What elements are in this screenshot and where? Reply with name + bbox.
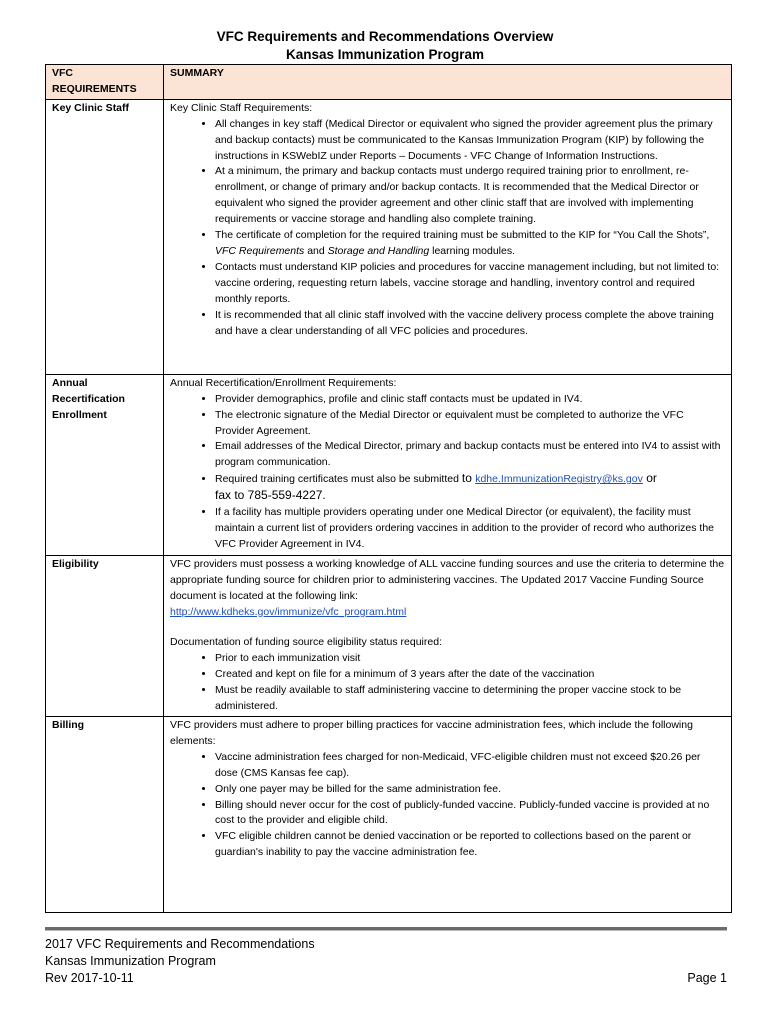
title-line-1: VFC Requirements and Recommendations Overview [216, 29, 554, 44]
title-line-2: Kansas Immunization Program [285, 47, 485, 62]
annual-bullets [170, 392, 725, 553]
page-footer [45, 936, 727, 987]
list-item: • Billing should never occur for the cost of publicly-funded vaccine. Publicly-funded vaccine is provided at no cost to the provider and eligible child. [215, 798, 725, 830]
training-module-storage: Storage and Handling [327, 244, 430, 257]
label-enrollment: Enrollment [52, 408, 107, 421]
table-row-billing [46, 716, 732, 912]
cert-text-to: to [461, 471, 476, 486]
row-summary-key-clinic-staff [164, 99, 732, 374]
eligibility-bullets [170, 651, 725, 715]
footer-doc-title: 2017 VFC Requirements and Recommendations [45, 937, 315, 951]
row-summary-eligibility [164, 555, 732, 716]
header-summary: SUMMARY [164, 65, 732, 100]
table-row-eligibility [46, 555, 732, 716]
key-staff-bullets [170, 117, 725, 340]
spacer [170, 620, 725, 635]
label-recertification: Recertification [52, 392, 125, 405]
list-item: • Must be readily available to staff administering vaccine to determining the proper vaccine stock to be administered. [215, 683, 725, 715]
row-label-eligibility: Eligibility [46, 555, 164, 716]
billing-bullets [170, 750, 725, 861]
footer-divider [45, 927, 727, 931]
list-item: • Only one payer may be billed for the same administration fee. [215, 782, 725, 798]
row-summary-annual-recertification [164, 374, 732, 555]
list-item: • At a minimum, the primary and backup contacts must undergo required training prior to enrollment, re-enrollment, or change of primary and/or backup contacts. It is recommended that the Medical Director or equivalent who signed the provider agreement and other clinic staff that are involved with implementing requirements or vaccine storage and handling also complete training. [215, 164, 725, 228]
cert-text-or: or [642, 471, 657, 486]
document-title [0, 28, 770, 64]
list-item: • It is recommended that all clinic staff involved with the vaccine delivery process complete the above training and have a clear understanding of all VFC policies and procedures. [215, 308, 725, 340]
cert-fax: fax to 785-559-4227. [215, 488, 326, 503]
table-row-key-clinic-staff [46, 99, 732, 374]
vfc-program-link[interactable]: http://www.kdheks.gov/immunize/vfc_program.html [170, 605, 407, 618]
training-text-mid: and [304, 244, 328, 257]
list-item [215, 471, 725, 505]
row-summary-billing [164, 716, 732, 912]
row-label-billing: Billing [46, 716, 164, 912]
table-header-row [46, 65, 732, 100]
list-item: • If a facility has multiple providers operating under one Medical Director (or equivalent), the facility must maintain a current list of providers ordering vaccines in addition to the provider of record who authorizes the VFC Provider Agreement in IV4. [215, 505, 725, 553]
label-annual: Annual [52, 376, 88, 389]
list-item: • VFC eligible children cannot be denied vaccination or be reported to collections based on the parent or guardian's inability to pay the vaccine administration fee. [215, 829, 725, 861]
cert-text-pre: Required training certificates must also be submitted [215, 473, 462, 486]
header-vfc: VFC [52, 67, 73, 79]
list-item: • The electronic signature of the Medial Director or equivalent must be completed to authorize the VFC Provider Agreement. [215, 408, 725, 440]
footer-revision: Rev 2017-10-11 [45, 971, 134, 985]
training-text-pre: The certificate of completion for the required training must be submitted to the KIP for “You Call the Shots”, [215, 229, 710, 242]
documentation-intro: Documentation of funding source eligibility status required: [170, 636, 442, 649]
list-item: • Contacts must understand KIP policies and procedures for vaccine management including, but not limited to: vaccine ordering, requesting return labels, vaccine storage and handling, inventory control and required monthly reports. [215, 260, 725, 308]
eligibility-paragraph: VFC providers must possess a working knowledge of ALL vaccine funding sources and use the criteria to determine the appropriate funding source for children prior to administering vaccines. The Updated 2017 Vaccine Funding Source document is located at the following link: [170, 557, 725, 602]
billing-intro: VFC providers must adhere to proper billing practices for vaccine administration fees, which include the following elements: [170, 718, 693, 747]
list-item: • Email addresses of the Medical Director, primary and backup contacts must be entered into IV4 to assist with program communication. [215, 439, 725, 471]
header-requirements-label: REQUIREMENTS [52, 82, 137, 95]
footer-program: Kansas Immunization Program [45, 954, 216, 968]
header-requirements [46, 65, 164, 100]
list-item: • Created and kept on file for a minimum of 3 years after the date of the vaccination [215, 667, 725, 683]
requirements-table [45, 64, 732, 913]
list-item [215, 228, 725, 260]
registry-email-link[interactable]: kdhe.ImmunizationRegistry@ks.gov [475, 473, 643, 486]
training-text-post: learning modules. [429, 244, 516, 257]
row-label-annual-recertification [46, 374, 164, 555]
key-staff-intro: Key Clinic Staff Requirements: [170, 101, 313, 114]
list-item: • All changes in key staff (Medical Director or equivalent who signed the provider agreement plus the primary and backup contacts) must be communicated to the Kansas Immunization Program (KIP) by following the instructions in KSWebIZ under Reports – Documents - VFC Change of Information Instructions. [215, 117, 725, 165]
page-number: Page 1 [687, 971, 727, 985]
table-row-annual-recertification [46, 374, 732, 555]
list-item: • Vaccine administration fees charged for non-Medicaid, VFC-eligible children must not exceed $20.26 per dose (CMS Kansas fee cap). [215, 750, 725, 782]
row-label-key-clinic-staff: Key Clinic Staff [46, 99, 164, 374]
list-item: • Prior to each immunization visit [215, 651, 725, 667]
annual-intro: Annual Recertification/Enrollment Requirements: [170, 376, 397, 389]
list-item: • Provider demographics, profile and clinic staff contacts must be updated in IV4. [215, 392, 725, 408]
training-module-vfc: VFC Requirements [215, 244, 305, 257]
